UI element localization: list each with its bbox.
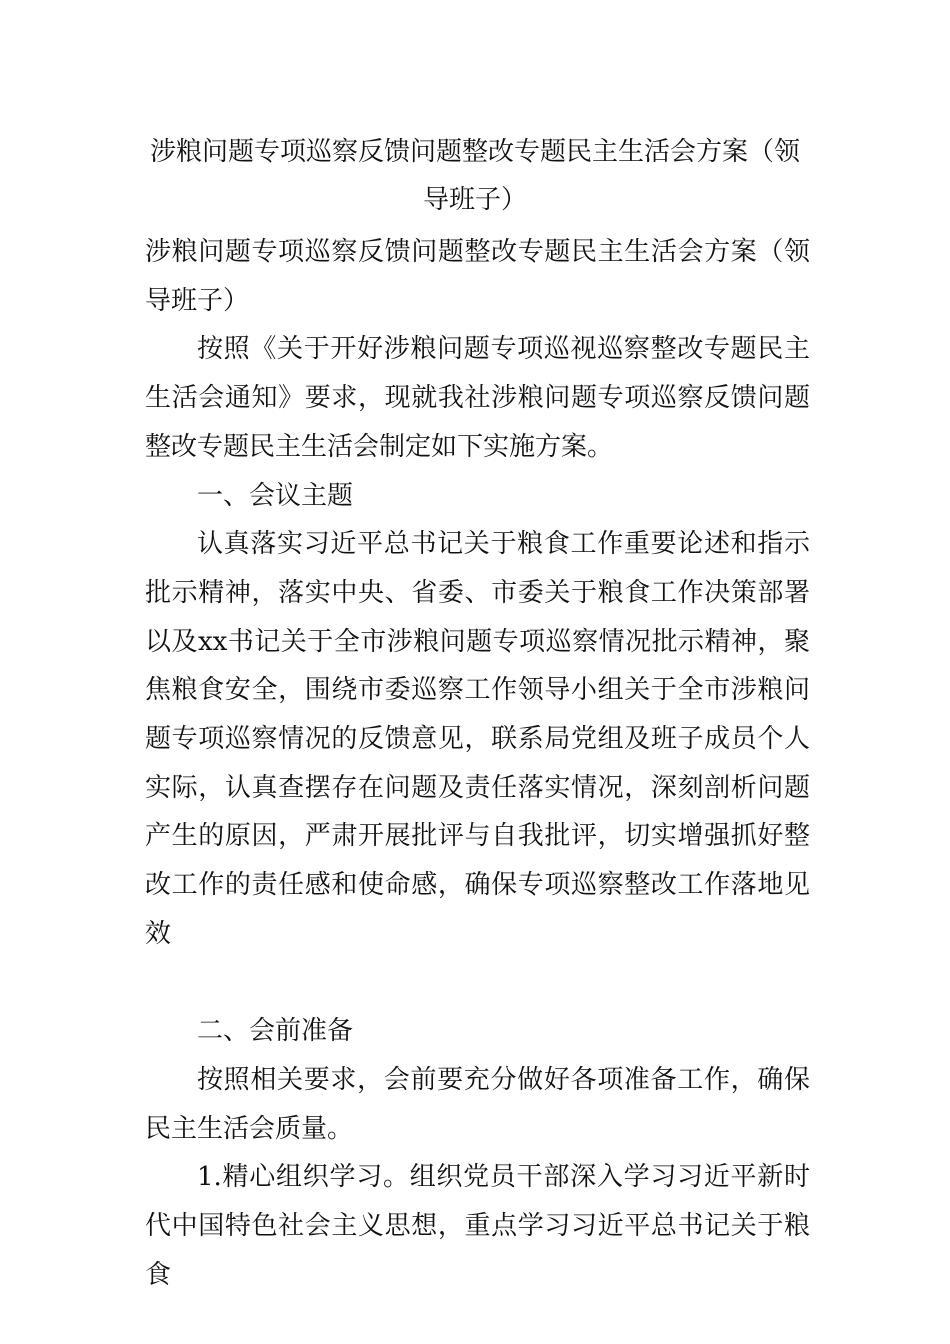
paragraph-spacer [145, 959, 810, 1008]
document-body [145, 228, 810, 1299]
document-title: 涉粮问题专项巡察反馈问题整改专题民主生活会方案（领导班子） [149, 137, 800, 215]
meeting-theme-paragraph: 认真落实习近平总书记关于粮食工作重要论述和指示批示精神，落实中央、省委、市委关于粮食工作决策部署以及xx书记关于全市涉粮问题专项巡察情况批示精神，聚焦粮食安全，围绕市委巡察工作领导小组关于全市涉粮问题专项巡察情况的反馈意见，联系局党组及班子成员个人实际，认真查摆存在问题及责任落实情况，深刻剖析问题产生的原因，严肃开展批评与自我批评，切实增强抓好整改工作的责任感和使命感，确保专项巡察整改工作落地见效 [145, 529, 810, 949]
repeated-title-paragraph: 涉粮问题专项巡察反馈问题整改专题民主生活会方案（领导班子） [145, 237, 810, 316]
intro-paragraph: 按照《关于开好涉粮问题专项巡视巡察整改专题民主生活会通知》要求，现就我社涉粮问题专项巡察反馈问题整改专题民主生活会制定如下实施方案。 [145, 334, 810, 462]
section-heading-preparation: 二、会前准备 [197, 1016, 354, 1047]
study-item-paragraph: 1.精心组织学习。组织党员干部深入学习习近平新时代中国特色社会主义思想，重点学习习近平总书记关于粮食 [145, 1162, 810, 1290]
preparation-paragraph: 按照相关要求，会前要充分做好各项准备工作，确保民主生活会质量。 [145, 1064, 810, 1144]
section-heading-meeting-theme: 一、会议主题 [197, 480, 354, 511]
